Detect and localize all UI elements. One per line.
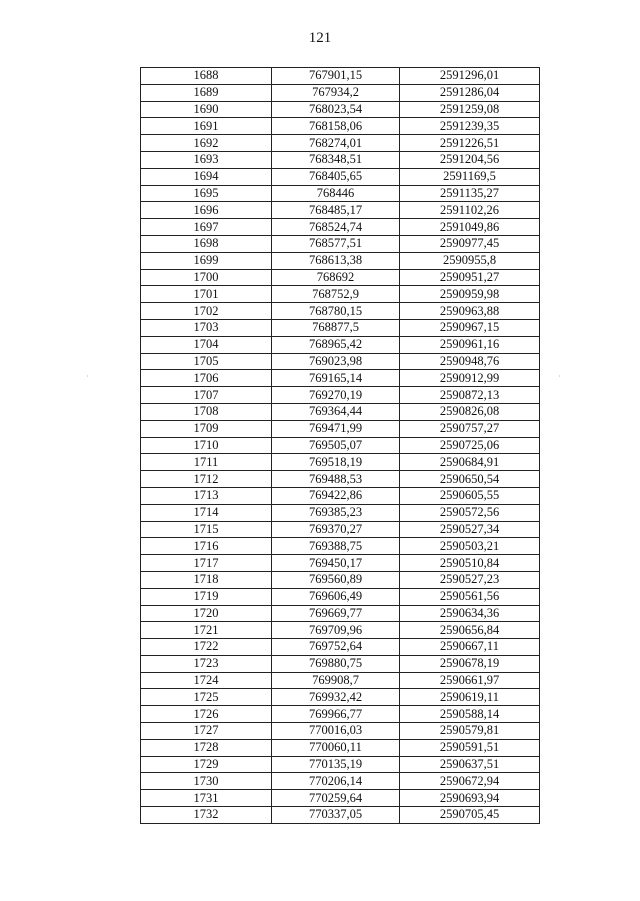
point-number-cell: 1700 (141, 269, 272, 286)
y-coordinate-cell: 2591169,5 (400, 168, 540, 185)
y-coordinate-cell: 2590650,54 (400, 471, 540, 488)
table-row (141, 756, 540, 773)
point-number-cell: 1698 (141, 235, 272, 252)
table-row (141, 471, 540, 488)
y-coordinate-cell: 2590678,19 (400, 655, 540, 672)
y-coordinate-cell: 2591135,27 (400, 185, 540, 202)
point-number-cell: 1728 (141, 739, 272, 756)
y-coordinate-cell: 2590951,27 (400, 269, 540, 286)
y-coordinate-cell: 2590667,11 (400, 639, 540, 656)
point-number-cell: 1692 (141, 135, 272, 152)
point-number-cell: 1716 (141, 538, 272, 555)
x-coordinate-cell: 769388,75 (272, 538, 400, 555)
table-row (141, 118, 540, 135)
table-row (141, 420, 540, 437)
table-row (141, 622, 540, 639)
table-row (141, 437, 540, 454)
y-coordinate-cell: 2591102,26 (400, 202, 540, 219)
x-coordinate-cell: 769422,86 (272, 487, 400, 504)
y-coordinate-cell: 2591259,08 (400, 101, 540, 118)
y-coordinate-cell: 2590634,36 (400, 605, 540, 622)
point-number-cell: 1730 (141, 773, 272, 790)
table-row (141, 168, 540, 185)
point-number-cell: 1707 (141, 387, 272, 404)
point-number-cell: 1705 (141, 353, 272, 370)
y-coordinate-cell: 2590757,27 (400, 420, 540, 437)
x-coordinate-cell: 769908,7 (272, 672, 400, 689)
x-coordinate-cell: 769488,53 (272, 471, 400, 488)
x-coordinate-cell: 770337,05 (272, 807, 400, 824)
x-coordinate-cell: 770135,19 (272, 756, 400, 773)
y-coordinate-cell: 2590572,56 (400, 504, 540, 521)
table-row (141, 387, 540, 404)
y-coordinate-cell: 2590977,45 (400, 235, 540, 252)
x-coordinate-cell: 769450,17 (272, 555, 400, 572)
point-number-cell: 1708 (141, 403, 272, 420)
point-number-cell: 1702 (141, 303, 272, 320)
x-coordinate-cell: 768405,65 (272, 168, 400, 185)
x-coordinate-cell: 770259,64 (272, 790, 400, 807)
x-coordinate-cell: 768780,15 (272, 303, 400, 320)
y-coordinate-cell: 2591296,01 (400, 68, 540, 85)
y-coordinate-cell: 2590656,84 (400, 622, 540, 639)
y-coordinate-cell: 2591204,56 (400, 151, 540, 168)
table-row (141, 706, 540, 723)
x-coordinate-cell: 769385,23 (272, 504, 400, 521)
scan-speck-right: · (558, 372, 561, 381)
table-row (141, 202, 540, 219)
table-row (141, 807, 540, 824)
x-coordinate-cell: 769752,64 (272, 639, 400, 656)
y-coordinate-cell: 2590661,97 (400, 672, 540, 689)
table-row (141, 487, 540, 504)
point-number-cell: 1693 (141, 151, 272, 168)
point-number-cell: 1694 (141, 168, 272, 185)
x-coordinate-cell: 770060,11 (272, 739, 400, 756)
table-row (141, 723, 540, 740)
y-coordinate-cell: 2590948,76 (400, 353, 540, 370)
point-number-cell: 1718 (141, 571, 272, 588)
point-number-cell: 1709 (141, 420, 272, 437)
point-number-cell: 1697 (141, 219, 272, 236)
table-row (141, 269, 540, 286)
table-row (141, 639, 540, 656)
table-row (141, 403, 540, 420)
y-coordinate-cell: 2590527,34 (400, 521, 540, 538)
table-row (141, 739, 540, 756)
x-coordinate-cell: 769560,89 (272, 571, 400, 588)
x-coordinate-cell: 770206,14 (272, 773, 400, 790)
x-coordinate-cell: 769471,99 (272, 420, 400, 437)
table-row (141, 336, 540, 353)
x-coordinate-cell: 769270,19 (272, 387, 400, 404)
point-number-cell: 1713 (141, 487, 272, 504)
x-coordinate-cell: 769165,14 (272, 370, 400, 387)
point-number-cell: 1724 (141, 672, 272, 689)
point-number-cell: 1721 (141, 622, 272, 639)
point-number-cell: 1689 (141, 84, 272, 101)
point-number-cell: 1710 (141, 437, 272, 454)
x-coordinate-cell: 768524,74 (272, 219, 400, 236)
table-row (141, 555, 540, 572)
point-number-cell: 1696 (141, 202, 272, 219)
x-coordinate-cell: 769669,77 (272, 605, 400, 622)
table-row (141, 538, 540, 555)
y-coordinate-cell: 2590527,23 (400, 571, 540, 588)
table-row (141, 605, 540, 622)
x-coordinate-cell: 769518,19 (272, 454, 400, 471)
x-coordinate-cell: 769880,75 (272, 655, 400, 672)
y-coordinate-cell: 2591049,86 (400, 219, 540, 236)
table-row (141, 235, 540, 252)
y-coordinate-cell: 2590963,88 (400, 303, 540, 320)
point-number-cell: 1703 (141, 319, 272, 336)
y-coordinate-cell: 2590510,84 (400, 555, 540, 572)
table-row (141, 185, 540, 202)
y-coordinate-cell: 2590705,45 (400, 807, 540, 824)
y-coordinate-cell: 2590955,8 (400, 252, 540, 269)
table-row (141, 521, 540, 538)
table-row (141, 84, 540, 101)
y-coordinate-cell: 2590619,11 (400, 689, 540, 706)
x-coordinate-cell: 768752,9 (272, 286, 400, 303)
x-coordinate-cell: 768485,17 (272, 202, 400, 219)
point-number-cell: 1729 (141, 756, 272, 773)
coordinates-table-body (141, 68, 540, 824)
x-coordinate-cell: 769709,96 (272, 622, 400, 639)
y-coordinate-cell: 2590579,81 (400, 723, 540, 740)
y-coordinate-cell: 2590967,15 (400, 319, 540, 336)
point-number-cell: 1688 (141, 68, 272, 85)
x-coordinate-cell: 768274,01 (272, 135, 400, 152)
point-number-cell: 1701 (141, 286, 272, 303)
table-row (141, 454, 540, 471)
table-row (141, 219, 540, 236)
table-row (141, 655, 540, 672)
table-row (141, 790, 540, 807)
table-row (141, 370, 540, 387)
y-coordinate-cell: 2590503,21 (400, 538, 540, 555)
x-coordinate-cell: 768577,51 (272, 235, 400, 252)
point-number-cell: 1711 (141, 454, 272, 471)
table-row (141, 151, 540, 168)
point-number-cell: 1691 (141, 118, 272, 135)
y-coordinate-cell: 2590959,98 (400, 286, 540, 303)
x-coordinate-cell: 767934,2 (272, 84, 400, 101)
y-coordinate-cell: 2590961,16 (400, 336, 540, 353)
table-row (141, 286, 540, 303)
y-coordinate-cell: 2590605,55 (400, 487, 540, 504)
y-coordinate-cell: 2590872,13 (400, 387, 540, 404)
point-number-cell: 1715 (141, 521, 272, 538)
y-coordinate-cell: 2591286,04 (400, 84, 540, 101)
x-coordinate-cell: 768692 (272, 269, 400, 286)
scan-speck-left: · (86, 372, 89, 381)
table-row (141, 571, 540, 588)
table-row (141, 689, 540, 706)
x-coordinate-cell: 769932,42 (272, 689, 400, 706)
x-coordinate-cell: 770016,03 (272, 723, 400, 740)
point-number-cell: 1712 (141, 471, 272, 488)
table-row (141, 101, 540, 118)
x-coordinate-cell: 768348,51 (272, 151, 400, 168)
y-coordinate-cell: 2590637,51 (400, 756, 540, 773)
point-number-cell: 1706 (141, 370, 272, 387)
x-coordinate-cell: 767901,15 (272, 68, 400, 85)
y-coordinate-cell: 2590684,91 (400, 454, 540, 471)
table-row (141, 68, 540, 85)
table-row (141, 672, 540, 689)
y-coordinate-cell: 2590591,51 (400, 739, 540, 756)
y-coordinate-cell: 2591226,51 (400, 135, 540, 152)
point-number-cell: 1732 (141, 807, 272, 824)
point-number-cell: 1719 (141, 588, 272, 605)
point-number-cell: 1704 (141, 336, 272, 353)
x-coordinate-cell: 768965,42 (272, 336, 400, 353)
table-row (141, 303, 540, 320)
point-number-cell: 1699 (141, 252, 272, 269)
y-coordinate-cell: 2590561,56 (400, 588, 540, 605)
x-coordinate-cell: 768613,38 (272, 252, 400, 269)
point-number-cell: 1714 (141, 504, 272, 521)
table-row (141, 353, 540, 370)
point-number-cell: 1727 (141, 723, 272, 740)
x-coordinate-cell: 768877,5 (272, 319, 400, 336)
y-coordinate-cell: 2590588,14 (400, 706, 540, 723)
point-number-cell: 1690 (141, 101, 272, 118)
x-coordinate-cell: 768446 (272, 185, 400, 202)
y-coordinate-cell: 2590912,99 (400, 370, 540, 387)
x-coordinate-cell: 769966,77 (272, 706, 400, 723)
x-coordinate-cell: 769505,07 (272, 437, 400, 454)
point-number-cell: 1725 (141, 689, 272, 706)
table-row (141, 135, 540, 152)
x-coordinate-cell: 768023,54 (272, 101, 400, 118)
x-coordinate-cell: 769023,98 (272, 353, 400, 370)
point-number-cell: 1720 (141, 605, 272, 622)
point-number-cell: 1726 (141, 706, 272, 723)
x-coordinate-cell: 769370,27 (272, 521, 400, 538)
table-row (141, 319, 540, 336)
table-row (141, 504, 540, 521)
page-number: 121 (308, 30, 332, 46)
y-coordinate-cell: 2590826,08 (400, 403, 540, 420)
point-number-cell: 1717 (141, 555, 272, 572)
coordinates-table (140, 67, 540, 824)
point-number-cell: 1722 (141, 639, 272, 656)
x-coordinate-cell: 769364,44 (272, 403, 400, 420)
y-coordinate-cell: 2590672,94 (400, 773, 540, 790)
y-coordinate-cell: 2590693,94 (400, 790, 540, 807)
y-coordinate-cell: 2590725,06 (400, 437, 540, 454)
x-coordinate-cell: 769606,49 (272, 588, 400, 605)
y-coordinate-cell: 2591239,35 (400, 118, 540, 135)
x-coordinate-cell: 768158,06 (272, 118, 400, 135)
point-number-cell: 1695 (141, 185, 272, 202)
point-number-cell: 1731 (141, 790, 272, 807)
table-row (141, 773, 540, 790)
table-row (141, 252, 540, 269)
table-row (141, 588, 540, 605)
point-number-cell: 1723 (141, 655, 272, 672)
